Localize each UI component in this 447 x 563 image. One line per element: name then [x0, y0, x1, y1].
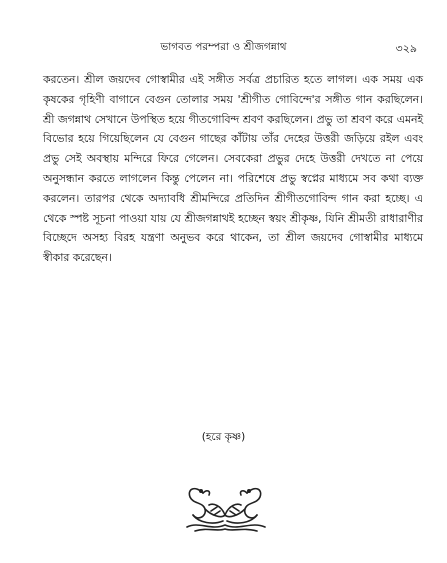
page-number: ৩২৯ [395, 42, 417, 55]
body-paragraph: করতেন। শ্রীল জয়দেব গোস্বামীর এই সঙ্গীত সর্বত্র প্রচারিত হতে লাগল। এক সময় এক কৃষকের গৃহিণী বাগানে বেগুন তোলার সময় 'শ্রীগীত গোবিন্দে'র সঙ্গীত গান করছিলেন। শ্রী জগন্নাথ সেখানে উপস্থিত হয়ে গীতগোবিন্দ শ্রবণ করছিলেন। প্রভু তা শ্রবণ করে এমনই বিভোর হয়ে গিয়েছিলেন যে বেগুন গাছের কাঁটায় তাঁর দেহের উত্তরী জড়িয়ে রইল এবং প্রভু সেই অবস্থায় মন্দিরে ফিরে গেলেন। সেবকেরা প্রভুর দেহে উত্তরী দেখতে না পেয়ে অনুসন্ধান করতে লাগলেন কিন্তু পেলেন না। পরিশেষে প্রভু স্বপ্নের মাধ্যমে সব কথা ব্যক্ত করলেন। তারপর থেকে অদ্যাবধি শ্রীমন্দিরে প্রতিদিন শ্রীগীতগোবিন্দ গান করা হচ্ছে। এ থেকে স্পষ্ট সূচনা পাওয়া যায় যে শ্রীজগন্নাথই হচ্ছেন স্বয়ং শ্রীকৃষ্ণ, যিনি শ্রীমতী রাধারাণীর বিচ্ছেদে অসহ্য বিরহ যন্ত্রণা অনুভব করে থাকেন, তা শ্রীল জয়দেব গোস্বামীর মাধ্যমে স্বীকার করেছেন। [43, 73, 423, 265]
running-head [0, 40, 447, 56]
section-end-mark: (হরে কৃষ্ণ) [201, 431, 246, 443]
swan-pair-ornament-icon [181, 475, 271, 533]
running-title: ভাগবত পরম্পরা ও শ্রীজগন্নাথ [160, 41, 287, 53]
